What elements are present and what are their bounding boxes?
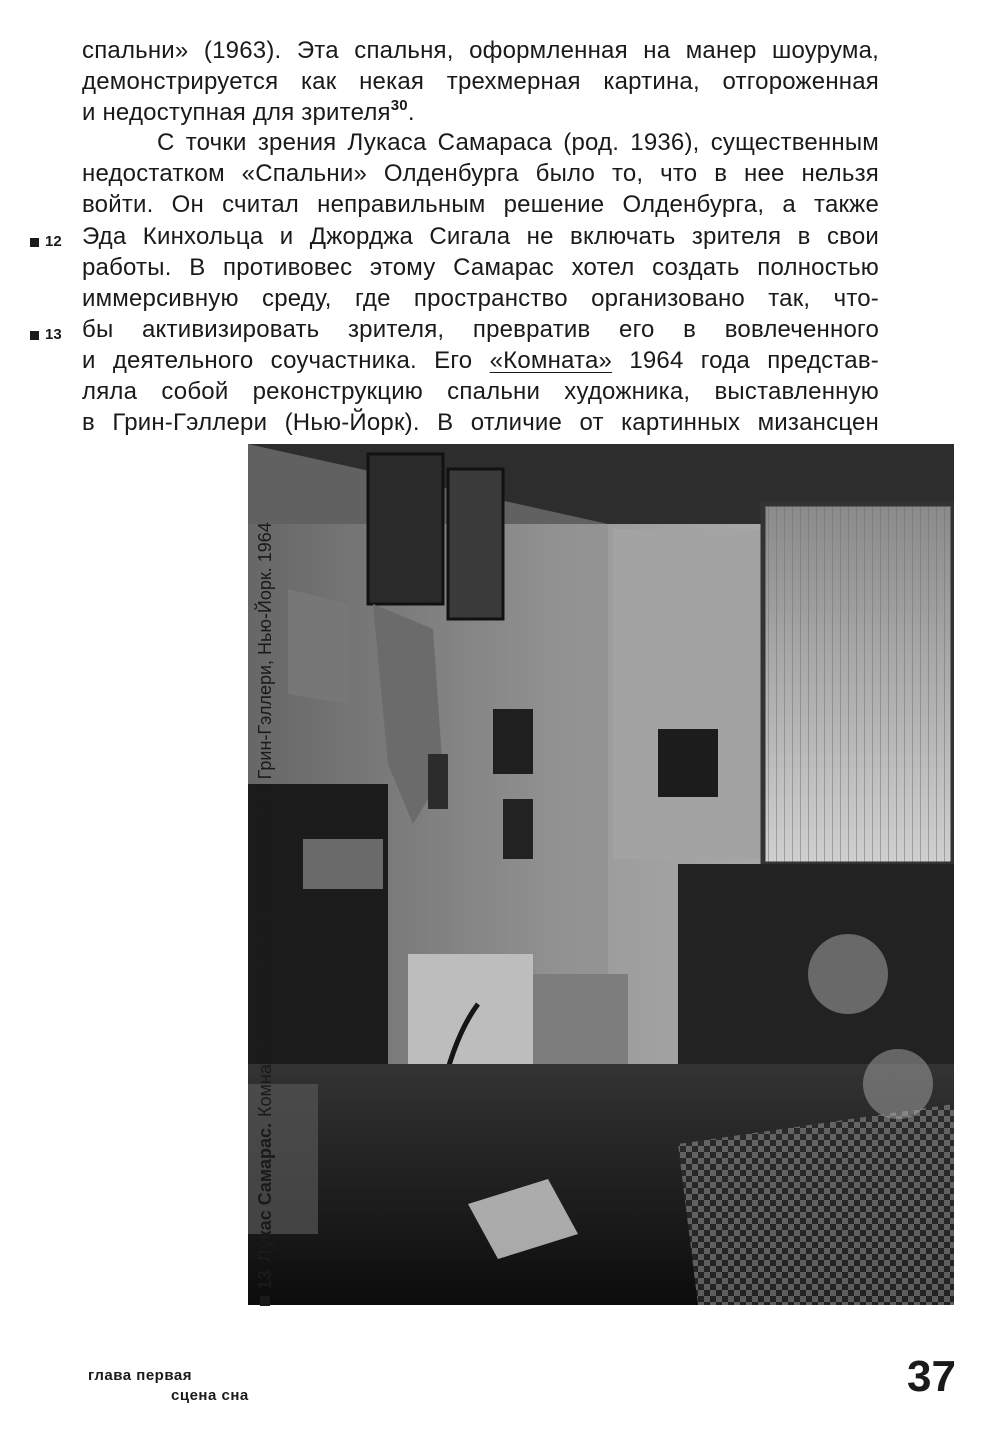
caption-text: Комната (Комната № 1). Инсталляция в Грин-Гэллери, Нью-Йорк. 1964 [255, 522, 275, 1117]
body-line: спальни» (1963). Эта спальня, оформленная на манер шоурума, [82, 37, 879, 64]
woven-hanging [288, 589, 348, 704]
body-line: иммерсивную среду, где пространство организовано так, что- [82, 285, 879, 312]
flowers [808, 934, 888, 1014]
room-link[interactable]: «Комната» [489, 347, 613, 374]
small-picture [658, 729, 718, 797]
page-number: 37 [907, 1352, 956, 1401]
margin-ref-number: 12 [45, 233, 62, 250]
body-line: войти. Он считал неправильным решение Олденбурга, а также [82, 191, 879, 218]
body-line: работы. В противовес этому Самарас хотел создать полностью [82, 254, 879, 281]
body-line: в Грин-Гэллери (Нью-Йорк). В отличие от картинных мизансцен [82, 409, 879, 436]
shelf-photo [303, 839, 383, 889]
body-line-text: и недоступная для зрителя [82, 99, 391, 126]
body-line: недостатком «Спальни» Олденбурга было то, что в нее нельзя [82, 160, 879, 187]
body-line: бы активизировать зрителя, превратив его в вовлеченного [82, 316, 879, 343]
footer-section: сцена сна [171, 1387, 249, 1404]
square-icon [30, 331, 39, 340]
installation-photo [248, 444, 954, 1305]
footnote-period: . [407, 99, 415, 126]
body-line-text: 1964 года представ- [629, 347, 879, 374]
picture-small-2 [503, 799, 533, 859]
body-line: демонстрируется как некая трехмерная картина, отгороженная [82, 68, 879, 95]
footer-chapter: глава первая [88, 1367, 192, 1384]
window-blind [763, 504, 953, 864]
body-line: ляла собой реконструкцию спальни художника, выставленную [82, 378, 879, 405]
wall-pillar [613, 529, 763, 859]
margin-ref-number: 13 [45, 326, 62, 343]
caption-number: 13 [255, 1269, 275, 1290]
picture-small-1 [493, 709, 533, 774]
photo-caption [250, 436, 280, 1306]
picture-small-3 [428, 754, 448, 809]
square-icon [260, 1296, 270, 1306]
picture-top-2 [448, 469, 503, 619]
margin-ref-13[interactable] [30, 325, 62, 345]
caption-author: Лукас Самарас. [255, 1122, 275, 1262]
body-line: Эда Кинхольца и Джорджа Сигала не включать зрителя в свои [82, 223, 879, 250]
margin-ref-12[interactable] [30, 232, 62, 252]
body-line-text: и деятельного соучастника. Его [82, 347, 473, 374]
body-line-with-footnote [82, 98, 879, 128]
footnote-ref[interactable]: 30 [390, 97, 408, 114]
body-line-with-link [82, 346, 879, 376]
paragraph-start: С точки зрения Лукаса Самараса (род. 1936), существенным [157, 129, 879, 156]
square-icon [30, 238, 39, 247]
picture-top-1 [368, 454, 443, 604]
